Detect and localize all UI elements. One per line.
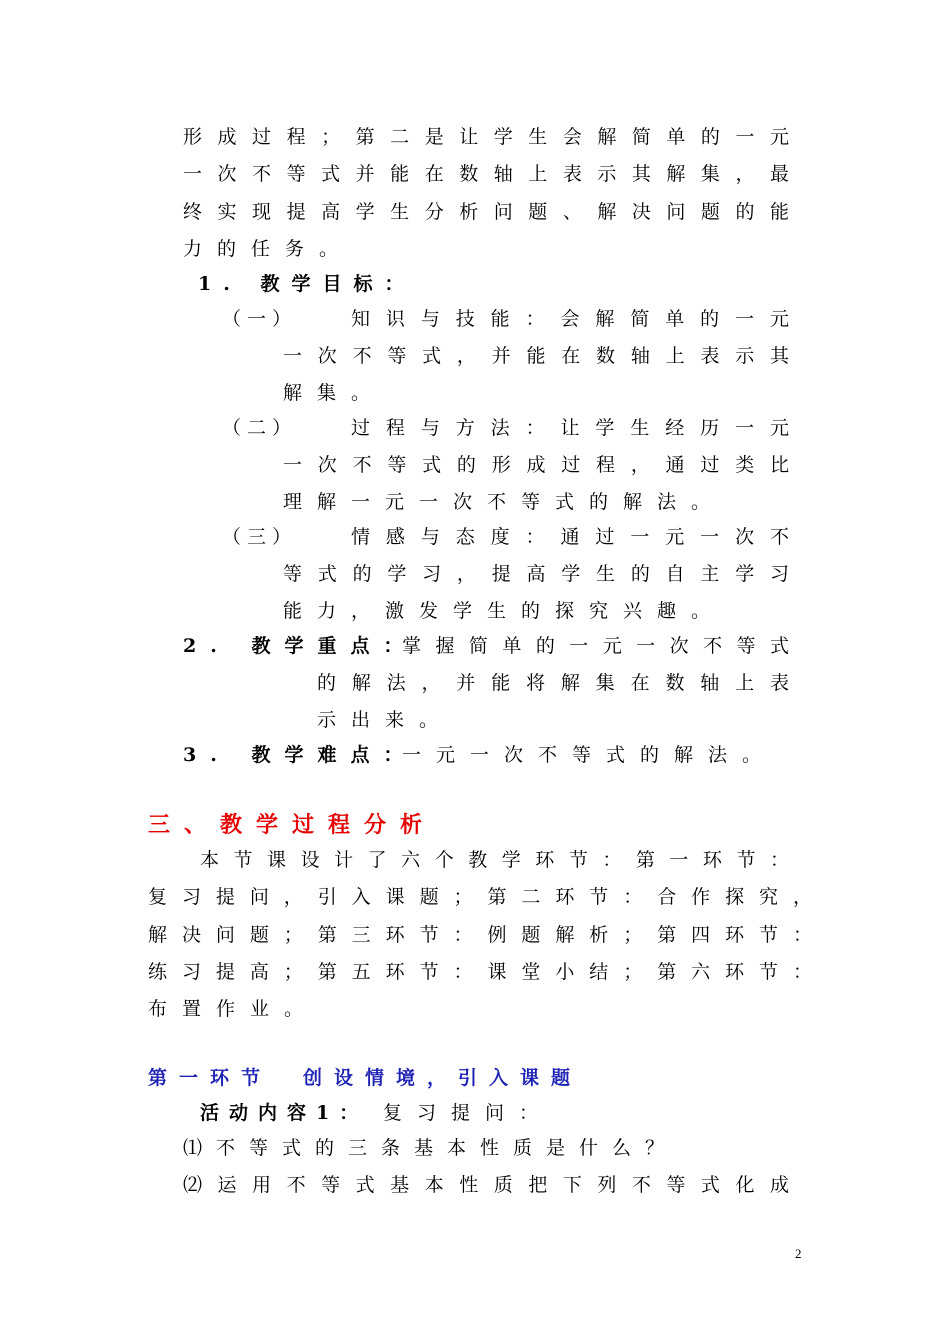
- key-point-line-1: 掌握简单的一元一次不等式: [402, 635, 789, 657]
- section-3-line-1: 本节课设计了六个教学环节：第一环节：: [200, 849, 789, 871]
- question-2: ⑵运用不等式基本性质把下列不等式化成: [183, 1174, 789, 1196]
- goal-1-line-3: 解集。: [283, 382, 386, 404]
- intro-line-2: 一次不等式并能在数轴上表示其解集，最: [183, 163, 789, 185]
- difficulty-text: 一元一次不等式的解法。: [402, 744, 777, 766]
- activity-text: 复习提问：: [383, 1102, 554, 1124]
- key-point-label: 2. 教学重点：: [183, 635, 417, 657]
- goal-3-line-3: 能力，激发学生的探究兴趣。: [283, 600, 726, 622]
- question-1: ⑴不等式的三条基本性质是什么？: [183, 1137, 679, 1159]
- intro-line-3: 终实现提高学生分析问题、解决问题的能: [183, 201, 789, 223]
- goals-heading: 1. 教学目标：: [198, 273, 416, 295]
- section-3-title: 三、教学过程分析: [148, 812, 437, 838]
- difficulty-label: 3. 教学难点：: [183, 744, 417, 766]
- goal-2-line-1: 过程与方法：让学生经历一元: [351, 417, 789, 439]
- goal-marker-2: （二）: [222, 417, 298, 439]
- goal-marker-1: （一）: [222, 308, 298, 330]
- intro-line-1: 形成过程；第二是让学生会解简单的一元: [183, 126, 789, 148]
- goal-1-line-2: 一次不等式，并能在数轴上表示其: [283, 345, 789, 367]
- key-point-line-3: 示出来。: [317, 709, 454, 731]
- activity-label: 活动内容1：: [200, 1102, 369, 1124]
- goal-2-line-2: 一次不等式的形成过程，通过类比: [283, 454, 789, 476]
- intro-line-4: 力的任务。: [183, 238, 354, 260]
- goal-3-line-1: 情感与态度：通过一元一次不: [351, 526, 789, 548]
- page-number: 2: [795, 1246, 802, 1261]
- section-3-line-5: 布置作业。: [148, 998, 319, 1020]
- stage-1-title: 第一环节 创设情境，引入课题: [148, 1067, 583, 1089]
- goal-2-line-3: 理解一元一次不等式的解法。: [283, 491, 726, 513]
- section-3-line-4: 练习提高；第五环节：课堂小结；第六环节：: [148, 961, 812, 983]
- goal-3-line-2: 等式的学习，提高学生的自主学习: [283, 563, 789, 585]
- section-3-line-2: 复习提问，引入课题；第二环节：合作探究，: [148, 886, 812, 908]
- goal-1-line-1: 知识与技能：会解简单的一元: [351, 308, 789, 330]
- key-point-line-2: 的解法，并能将解集在数轴上表: [317, 672, 789, 694]
- section-3-line-3: 解决问题；第三环节：例题解析；第四环节：: [148, 924, 812, 946]
- goal-marker-3: （三）: [222, 526, 298, 548]
